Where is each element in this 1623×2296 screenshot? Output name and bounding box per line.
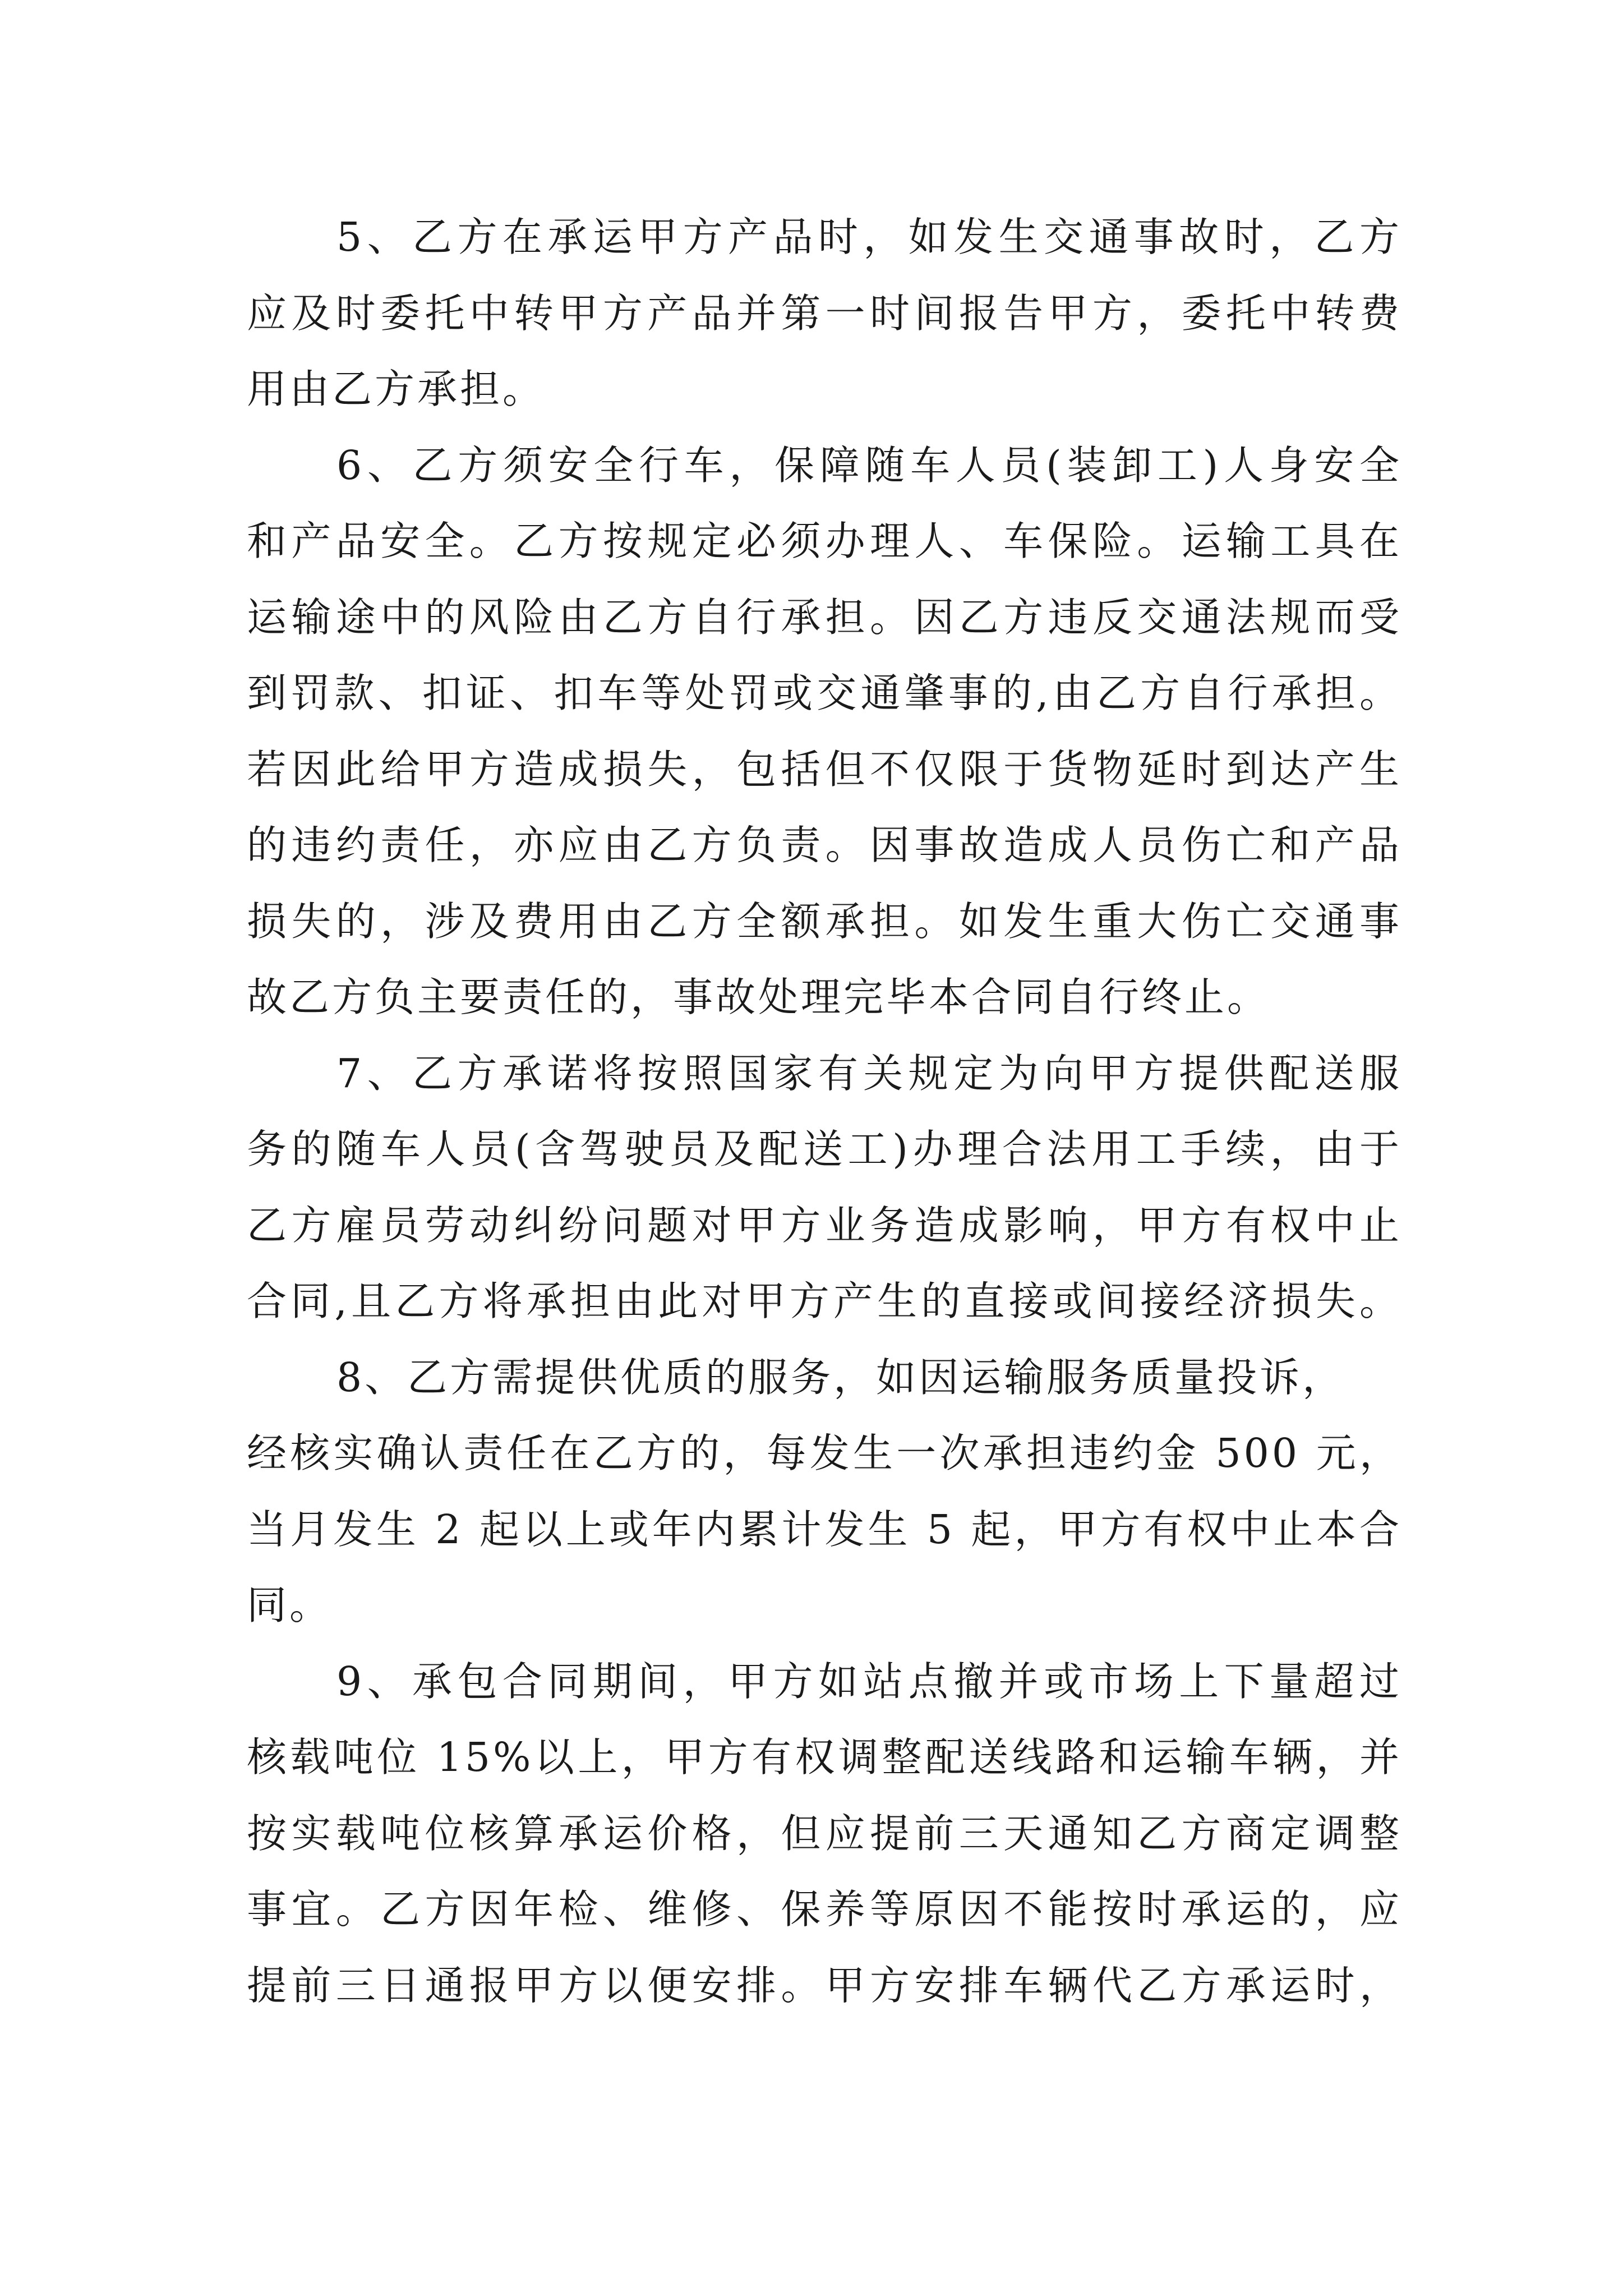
- clause-5-line-3: 用由乙方承担。: [247, 366, 546, 412]
- clause-5-line-2: 应及时委托中转甲方产品并第一时间报告甲方，委托中转费: [247, 289, 1402, 337]
- clause-6-line-3: 运输途中的风险由乙方自行承担。因乙方违反交通法规而受: [247, 593, 1402, 641]
- clause-8-line-2: 经核实确认责任在乙方的，每发生一次承担违约金 500 元，: [247, 1430, 1402, 1476]
- clause-7-line-4: 合同,且乙方将承担由此对甲方产生的直接或间接经济损失。: [247, 1278, 1402, 1324]
- clause-8-line-3: 当月发生 2 起以上或年内累计发生 5 起，甲方有权中止本合: [247, 1506, 1402, 1553]
- clause-8-line-1: 8、乙方需提供优质的服务，如因运输服务质量投诉，: [336, 1354, 1345, 1401]
- clause-8-line-4: 同。: [247, 1582, 333, 1628]
- clause-6-line-7: 损失的，涉及费用由乙方全额承担。如发生重大伤亡交通事: [247, 898, 1402, 945]
- clause-5-line-1: 5、乙方在承运甲方产品时，如发生交通事故时，乙方: [336, 214, 1402, 260]
- clause-6-line-8: 故乙方负主要责任的，事故处理完毕本合同自行终止。: [247, 974, 1270, 1020]
- clause-6-line-2: 和产品安全。乙方按规定必须办理人、车保险。运输工具在: [247, 518, 1402, 564]
- clause-6: [247, 427, 1402, 1036]
- clause-7: [247, 1036, 1402, 1340]
- clause-6-line-5: 若因此给甲方造成损失，包括但不仅限于货物延时到达产生: [247, 746, 1402, 793]
- document-body: [247, 199, 1402, 2023]
- clause-9-line-2: 核载吨位 15%以上，甲方有权调整配送线路和运输车辆，并: [247, 1734, 1402, 1780]
- clause-9-line-1: 9、承包合同期间，甲方如站点撤并或市场上下量超过: [336, 1658, 1402, 1705]
- clause-7-line-3: 乙方雇员劳动纠纷问题对甲方业务造成影响，甲方有权中止: [247, 1202, 1402, 1249]
- clause-6-line-1: 6、乙方须安全行车，保障随车人员(装卸工)人身安全: [336, 441, 1402, 489]
- clause-6-line-4: 到罚款、扣证、扣车等处罚或交通肇事的,由乙方自行承担。: [247, 670, 1402, 716]
- clause-7-line-1: 7、乙方承诺将按照国家有关规定为向甲方提供配送服: [336, 1050, 1402, 1097]
- clause-7-line-2: 务的随车人员(含驾驶员及配送工)办理合法用工手续，由于: [247, 1126, 1402, 1172]
- clause-5: [247, 199, 1402, 427]
- clause-9: [247, 1644, 1402, 2024]
- clause-6-line-6: 的违约责任，亦应由乙方负责。因事故造成人员伤亡和产品: [247, 822, 1402, 868]
- clause-9-line-4: 事宜。乙方因年检、维修、保养等原因不能按时承运的，应: [247, 1886, 1402, 1932]
- clause-8: [247, 1340, 1402, 1644]
- clause-9-line-5: 提前三日通报甲方以便安排。甲方安排车辆代乙方承运时，: [247, 1962, 1402, 2009]
- clause-9-line-3: 按实载吨位核算承运价格，但应提前三天通知乙方商定调整: [247, 1810, 1402, 1857]
